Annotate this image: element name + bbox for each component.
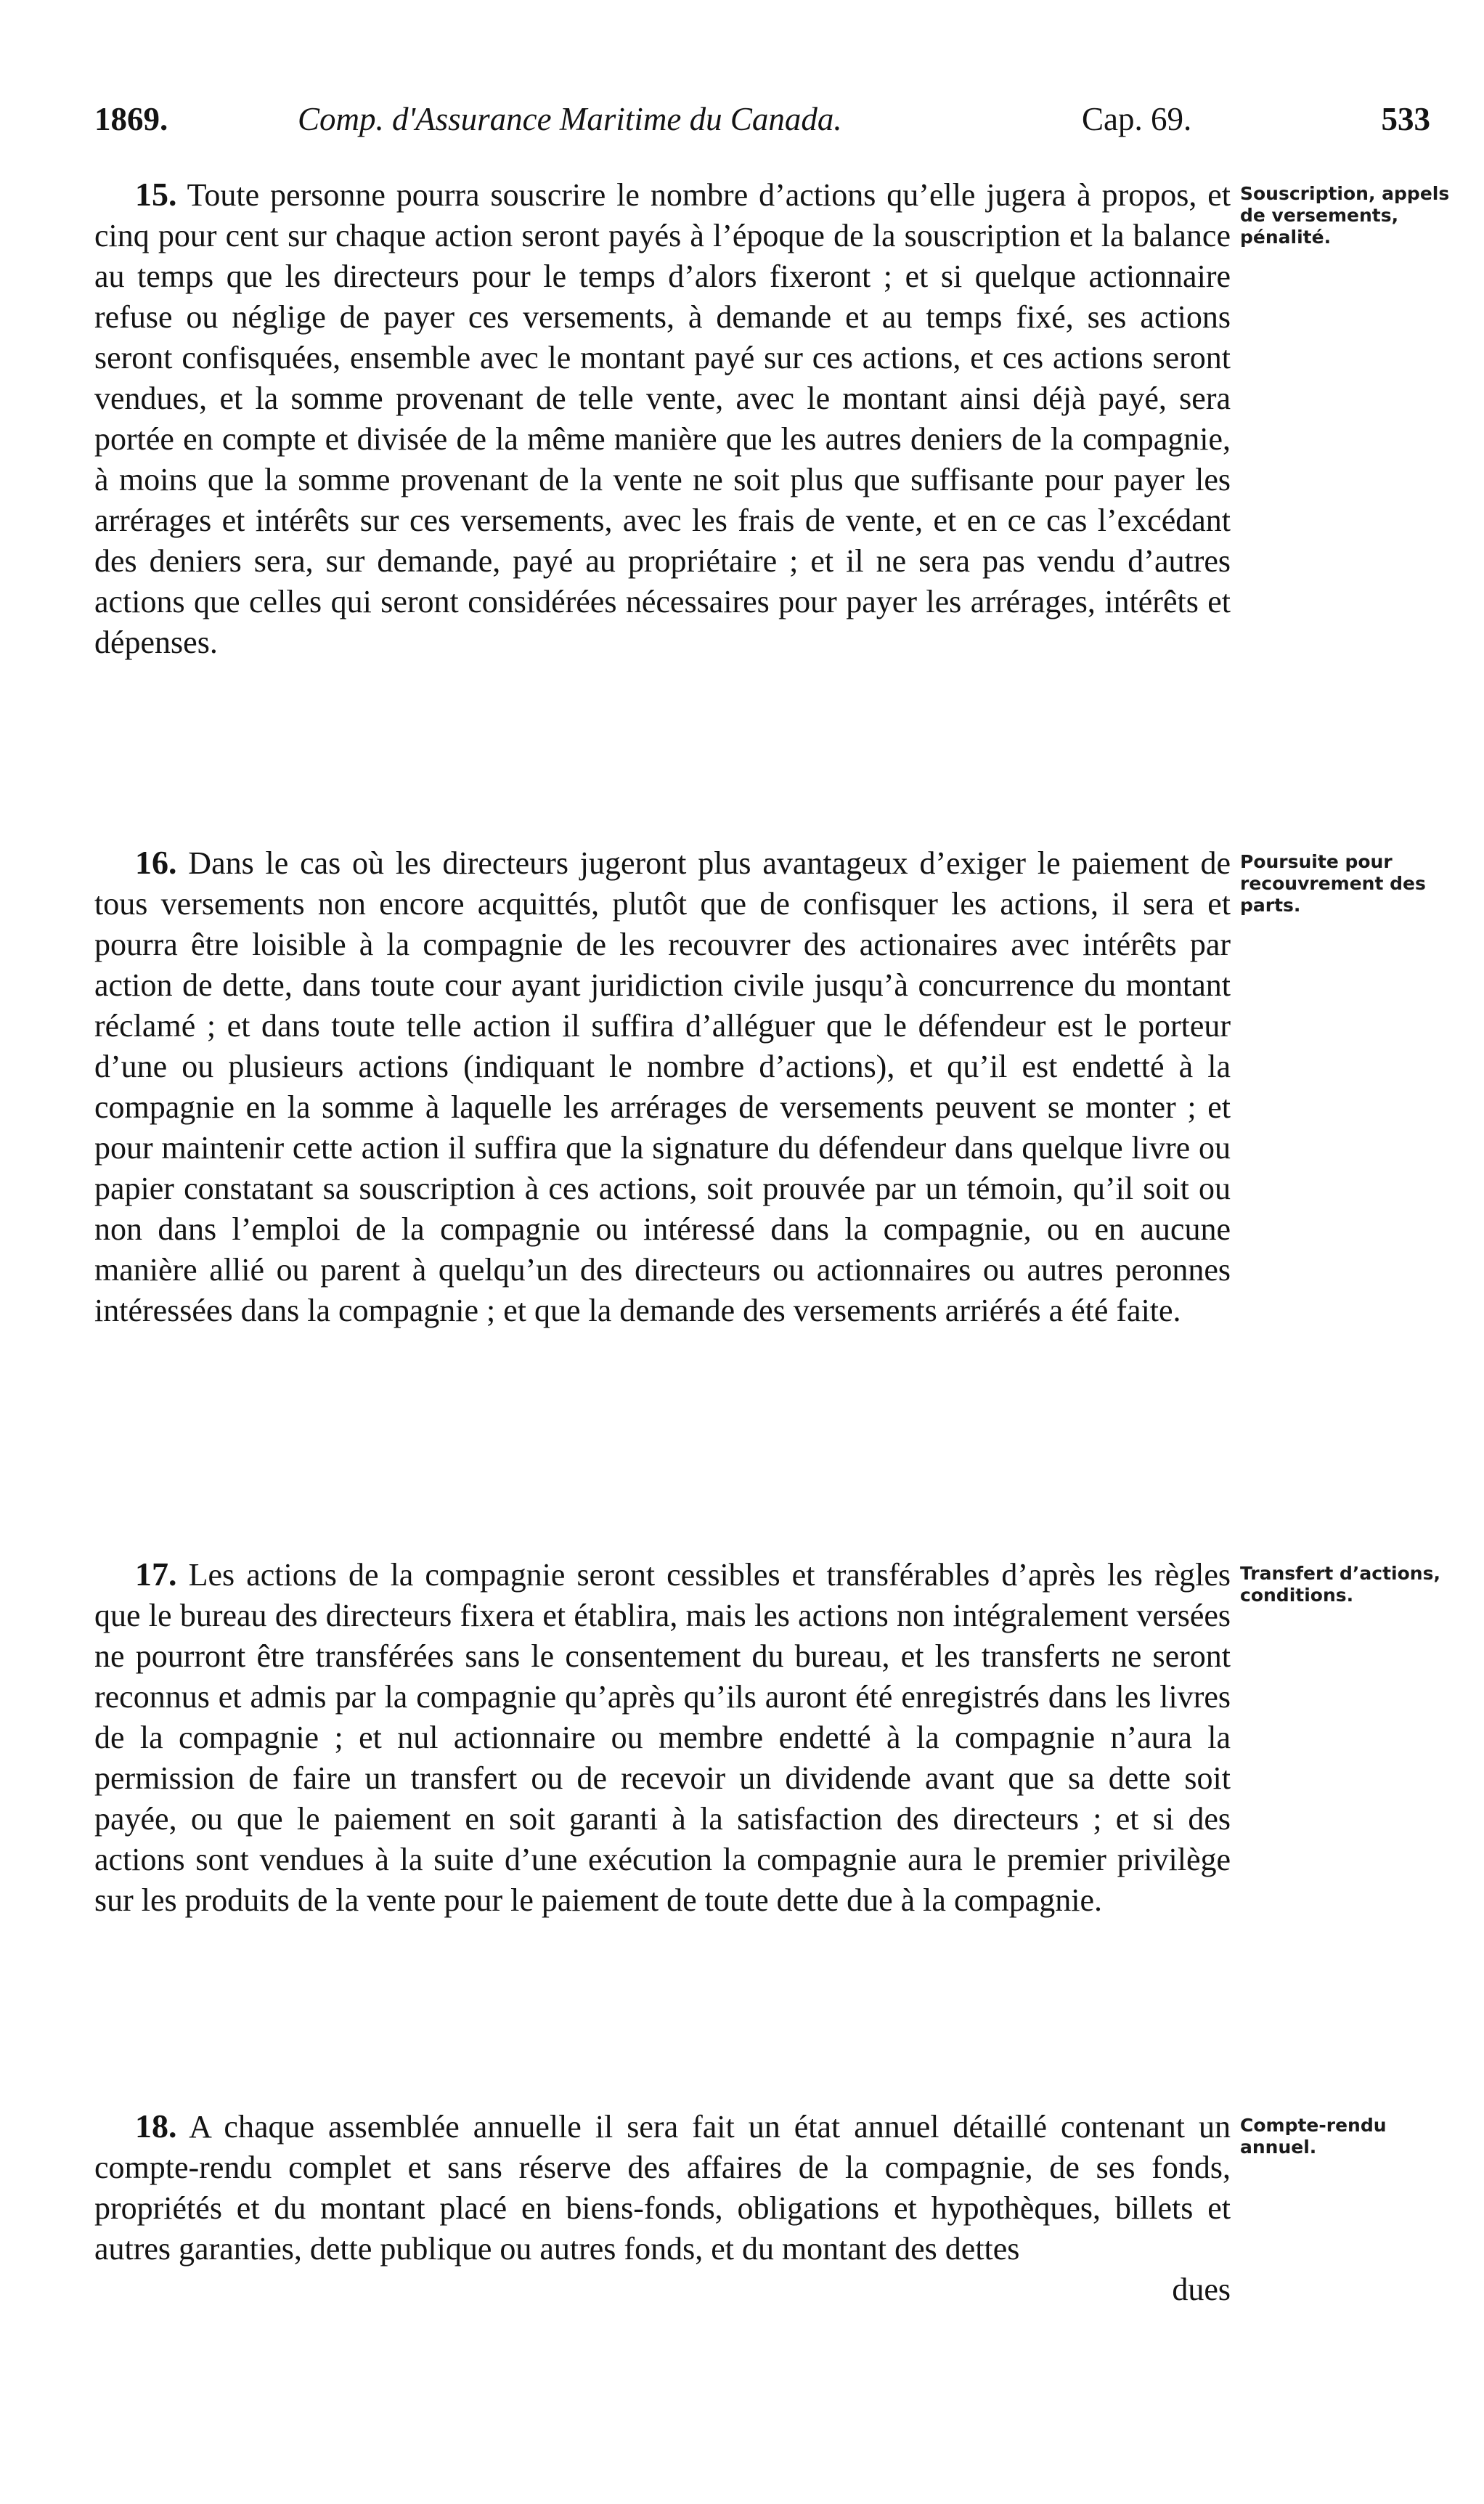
section-16 xyxy=(94,842,1231,1331)
section-number: 16. xyxy=(135,844,177,881)
section-number: 15. xyxy=(135,176,177,213)
margin-note-transfert: Transfert d’actions, conditions. xyxy=(1240,1563,1440,1606)
section-paragraph xyxy=(94,2106,1231,2269)
section-paragraph xyxy=(94,842,1231,1331)
section-text: A chaque assemblée annuelle il sera fait un état annuel détaillé contenant un compte-rendu complet et sans réserve des affaires de la compagnie, de ses fonds, propriétés et du montant placé en biens-fonds, obligations et hypothèques, billets et autres garanties, dette publique ou autres fonds, et du montant des dettes xyxy=(94,2109,1231,2267)
catchword: dues xyxy=(1172,2272,1231,2307)
section-18 xyxy=(94,2106,1231,2310)
section-paragraph xyxy=(94,174,1231,663)
page-number: 533 xyxy=(1381,101,1430,137)
section-number: 17. xyxy=(135,1556,177,1593)
running-head xyxy=(94,96,1430,142)
margin-note-souscription: Souscription, appels de versements, pénalité. xyxy=(1240,183,1450,248)
header-year: 1869. xyxy=(94,101,168,137)
section-17 xyxy=(94,1554,1231,1921)
section-text: Les actions de la compagnie seront cessibles et transférables d’après les règles que le bureau des directeurs fixera et établira, mais les actions non intégralement versées ne pourront être transférées sans le consentement du bureau, et les transferts ne seront reconnus et admis par la compagnie qu’après qu’ils auront été enregistrés dans les livres de la compagnie ; et nul actionnaire ou membre endetté à la compagnie n’aura la permission de faire un transfert ou de recevoir un dividende avant que sa dette soit payée, ou que le paiement en soit garanti à la satisfaction des directeurs ; et si des actions sont vendues à la suite d’une exécution la compagnie aura le premier privilège sur les produits de la vente pour le paiement de toute dette due à la compagnie. xyxy=(94,1557,1231,1918)
margin-note-compte-rendu: Compte-rendu annuel. xyxy=(1240,2115,1387,2158)
header-chapter: Cap. 69. xyxy=(1082,101,1192,137)
section-15 xyxy=(94,174,1231,663)
section-text: Dans le cas où les directeurs jugeront plus avantageux d’exiger le paiement de tous versements non encore acquittés, plutôt que de confisquer les actions, il sera et pourra être loisible à la compagnie de les recouvrer des actionaires avec intérêts par action de dette, dans toute cour ayant juridiction civile jusqu’à concurrence du montant réclamé ; et dans toute telle action il suffira d’alléguer que le défendeur est le porteur d’une ou plusieurs actions (indiquant le nombre d’actions), et qu’il est endetté à la compagnie en la somme à laquelle les arrérages de versements peuvent se monter ; et pour maintenir cette action il suffira que la signature du défendeur dans quelque livre ou papier constatant sa souscription à ces actions, soit prouvée par un témoin, qu’il soit ou non dans l’emploi de la compagnie ou intéressé dans la compagnie, ou en aucune manière allié ou parent à quelqu’un des directeurs ou actionnaires ou autres peronnes intéressées dans la compagnie ; et que la demande des versements arriérés a été faite. xyxy=(94,845,1231,1328)
section-text: Toute personne pourra souscrire le nombre d’actions qu’elle jugera à propos, et cinq pour cent sur chaque action seront payés à l’époque de la souscription et la balance au temps que les directeurs pour le temps d’alors fixeront ; et si quelque actionnaire refuse ou néglige de payer ces versements, à demande et au temps fixé, ses actions seront confisquées, ensemble avec le montant payé sur ces actions, et ces actions seront vendues, et la somme provenant de telle vente, avec le montant ainsi déjà payé, sera portée en compte et divisée de la même manière que les autres deniers de la compagnie, à moins que la somme provenant de la vente ne soit plus que suffisante pour payer les arrérages et intérêts sur ces versements, avec les frais de vente, et en ce cas l’excédant des deniers sera, sur demande, payé au propriétaire ; et il ne sera pas vendu d’autres actions que celles qui seront considérées nécessaires pour payer les arrérages, intérêts et dépenses. xyxy=(94,177,1231,660)
section-number: 18. xyxy=(135,2107,177,2145)
header-title: Comp. d'Assurance Maritime du Canada. xyxy=(298,101,842,137)
margin-note-poursuite: Poursuite pour recouvrement des parts. xyxy=(1240,851,1426,916)
section-paragraph xyxy=(94,1554,1231,1921)
